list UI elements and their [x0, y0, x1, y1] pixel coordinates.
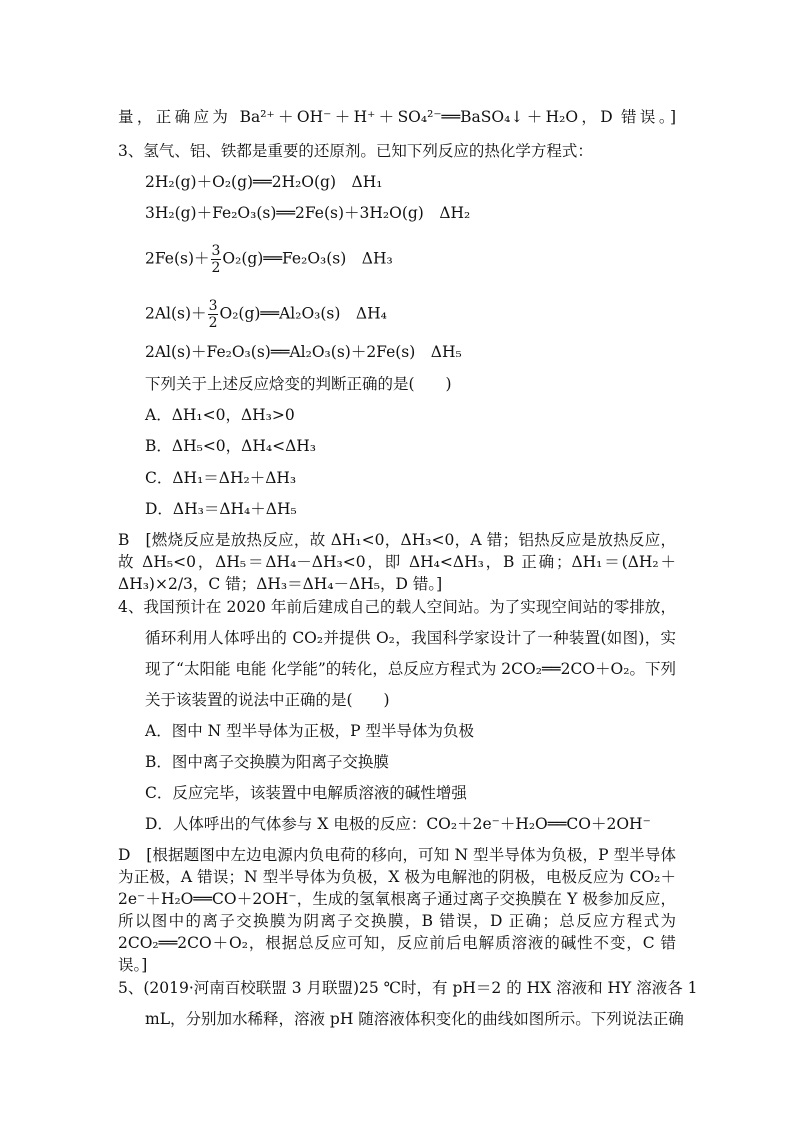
- question-3-option-b: B．ΔH₅<0，ΔH₄<ΔH₃: [145, 437, 316, 455]
- question-4-option-b: B．图中离子交换膜为阳离子交换膜: [145, 753, 389, 771]
- question-4-answer-line-2: 为正极，A 错误；N 型半导体为负极，X 极为电解池的阴极，电极反应为 CO₂＋: [118, 868, 676, 886]
- equation-4: [145, 298, 387, 331]
- question-4-option-c: C．反应完毕，该装置中电解质溶液的碱性增强: [145, 784, 467, 802]
- question-4-line-4: 关于该装置的说法中正确的是( ): [145, 691, 390, 709]
- question-3-stem: 3、氢气、铝、铁都是重要的还原剂。已知下列反应的热化学方程式：: [118, 142, 593, 160]
- question-3-option-a: A．ΔH₁<0，ΔH₃>0: [145, 406, 295, 424]
- question-4-answer-line-5: 2CO₂══2CO＋O₂，根据总反应可知，反应前后电解质溶液的碱性不变，C 错: [118, 934, 676, 952]
- question-3-answer-line-2: 故 ΔH₅<0，ΔH₅＝ΔH₄－ΔH₃<0，即 ΔH₄<ΔH₃，B 正确；ΔH₁＝(ΔH₂＋: [118, 553, 676, 571]
- question-4-answer-line-1: D [根据题图中左边电源内负电荷的移向，可知 N 型半导体为负极，P 型半导体: [118, 846, 676, 864]
- equation-2: 3H₂(g)＋Fe₂O₃(s)══2Fe(s)＋3H₂O(g) ΔH₂: [145, 204, 471, 222]
- question-4-line-1: 4、我国预计在 2020 年前后建成自己的载人空间站。为了实现空间站的零排放，: [118, 598, 676, 616]
- question-3-answer-line-1: B [燃烧反应是放热反应，故 ΔH₁<0，ΔH₃<0，A 错；铝热反应是放热反应，: [118, 531, 676, 549]
- fraction-three-halves: [208, 298, 219, 331]
- fraction-denominator: 2: [208, 315, 218, 331]
- question-3-prompt: 下列关于上述反应焓变的判断正确的是( ): [145, 375, 452, 393]
- previous-answer-line: 量，正确应为 Ba²⁺＋OH⁻＋H⁺＋SO₄²⁻══BaSO₄↓＋H₂O，D 错误。]: [118, 108, 676, 126]
- question-5-line-1: 5、(2019·河南百校联盟 3 月联盟)25 ℃时，有 pH＝2 的 HX 溶液和 HY 溶液各 1: [118, 979, 698, 997]
- question-4-answer-line-6: 误。]: [118, 956, 148, 974]
- fraction-three-halves: [211, 243, 222, 276]
- question-4-answer-line-4: 所以图中的离子交换膜为阴离子交换膜，B 错误，D 正确；总反应方程式为: [118, 912, 676, 930]
- question-4-option-a: A．图中 N 型半导体为正极，P 型半导体为负极: [145, 722, 474, 740]
- question-5-line-2: mL，分别加水稀释，溶液 pH 随溶液体积变化的曲线如图所示。下列说法正确: [145, 1010, 684, 1028]
- question-3-option-d: D．ΔH₃＝ΔH₄＋ΔH₅: [145, 500, 297, 518]
- equation-1: 2H₂(g)＋O₂(g)══2H₂O(g) ΔH₁: [145, 173, 383, 191]
- question-3-option-c: C．ΔH₁＝ΔH₂＋ΔH₃: [145, 469, 297, 487]
- fraction-numerator: 3: [208, 298, 218, 314]
- equation-4-part-a: 2Al(s)＋: [145, 304, 207, 323]
- question-4-option-d: D．人体呼出的气体参与 X 电极的反应：CO₂＋2e⁻＋H₂O══CO＋2OH⁻: [145, 815, 651, 833]
- fraction-numerator: 3: [211, 243, 221, 259]
- equation-3-part-a: 2Fe(s)＋: [145, 249, 210, 268]
- question-3-answer-line-3: ΔH₃)×2/3，C 错；ΔH₃＝ΔH₄－ΔH₅，D 错。]: [118, 575, 443, 593]
- question-4-line-2: 循环利用人体呼出的 CO₂并提供 O₂，我国科学家设计了一种装置(如图)，实: [145, 629, 676, 647]
- equation-5: 2Al(s)＋Fe₂O₃(s)══Al₂O₃(s)＋2Fe(s) ΔH₅: [145, 343, 462, 361]
- equation-3: [145, 243, 393, 276]
- question-4-answer-line-3: 2e⁻＋H₂O══CO＋2OH⁻，生成的氢氧根离子通过离子交换膜在 Y 极参加反应，: [118, 890, 676, 908]
- fraction-denominator: 2: [211, 260, 221, 276]
- equation-3-part-b: O₂(g)══Fe₂O₃(s) ΔH₃: [222, 249, 393, 268]
- question-4-line-3: 现了“太阳能 电能 化学能”的转化，总反应方程式为 2CO₂══2CO＋O₂。下列: [145, 660, 676, 678]
- equation-4-part-b: O₂(g)══Al₂O₃(s) ΔH₄: [219, 304, 387, 323]
